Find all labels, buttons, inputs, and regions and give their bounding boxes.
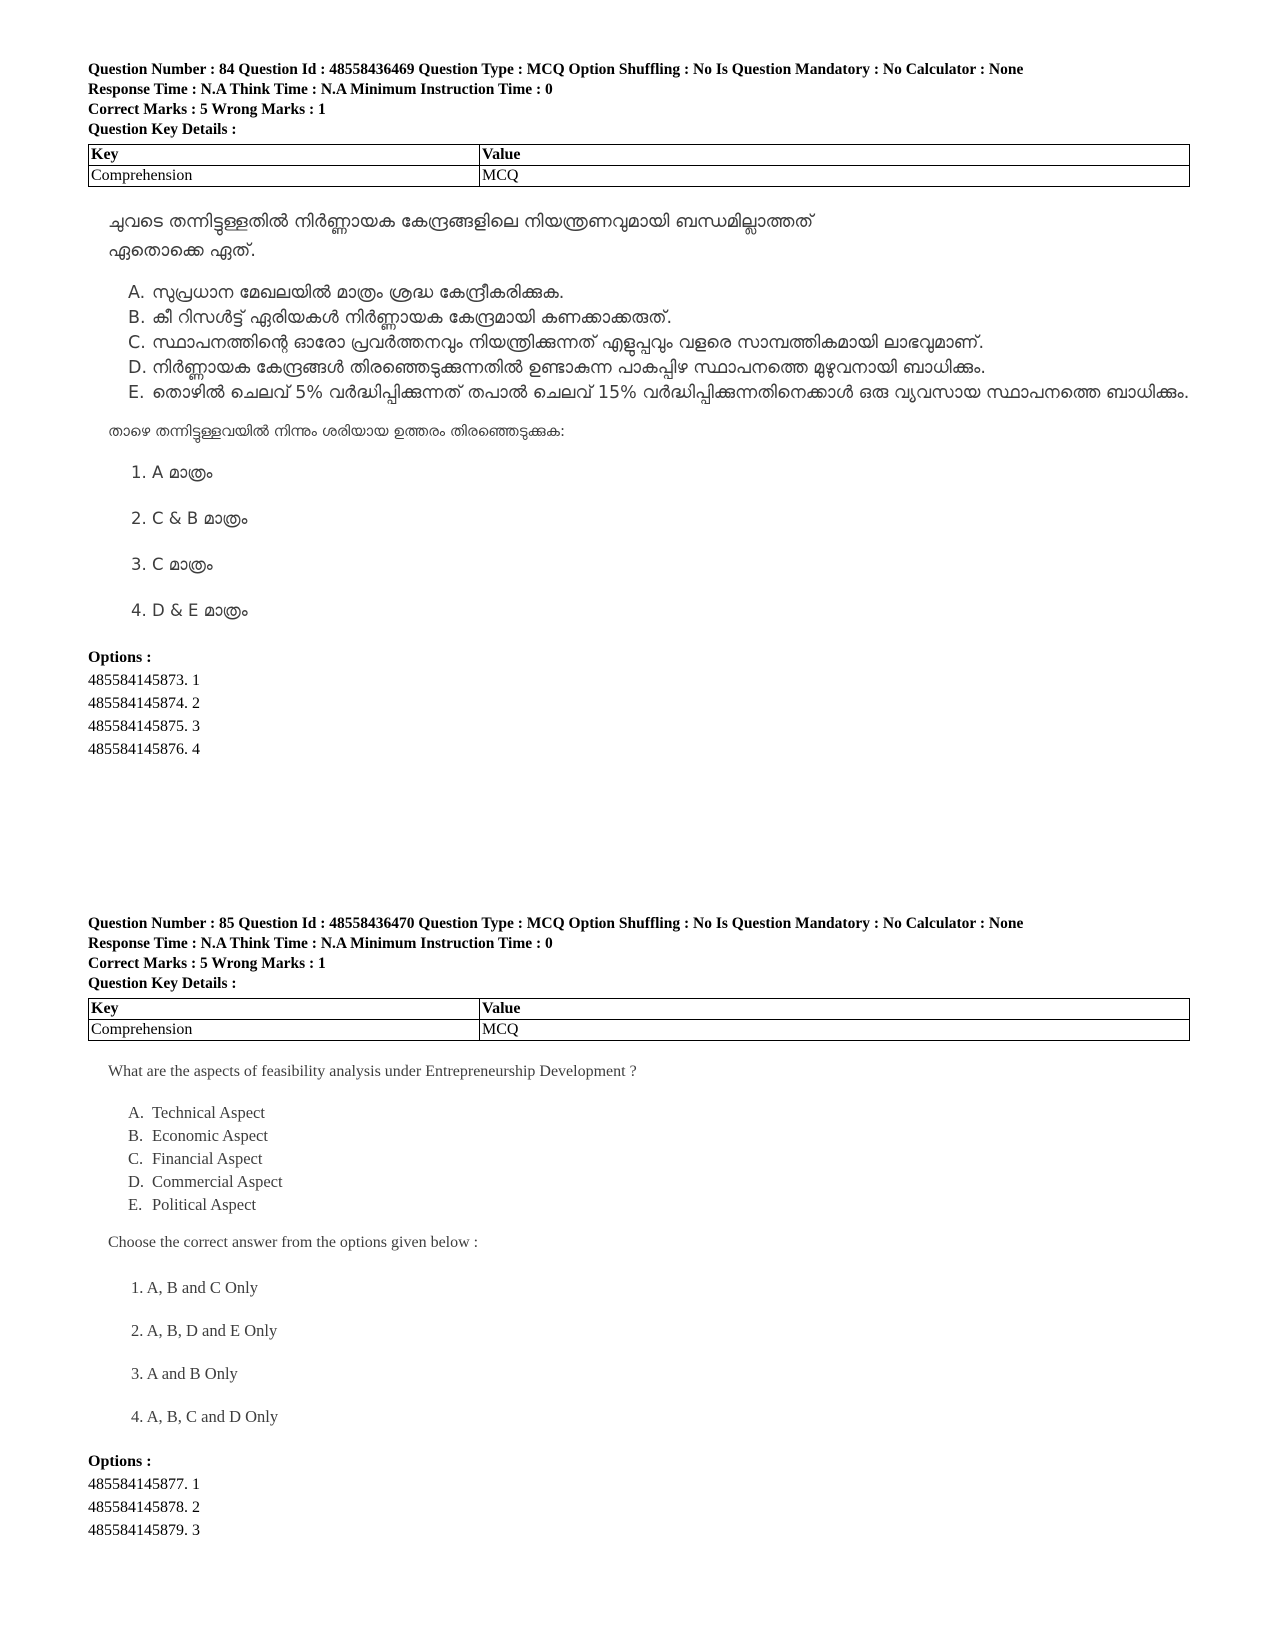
table-cell: MCQ <box>480 1020 1190 1041</box>
answer-option: 2. A, B, D and E Only <box>131 1321 278 1340</box>
statement-letter: B. <box>128 308 146 328</box>
statement-item <box>128 356 1190 381</box>
statement-item <box>128 281 1190 306</box>
key-details-table <box>88 144 1190 187</box>
option-id: 485584145879. 3 <box>88 1522 200 1539</box>
table-header-row <box>89 999 1190 1020</box>
statement-text: തൊഴിൽ ചെലവ് 5% വർദ്ധിപ്പിക്കുന്നത് തപാൽ ചെലവ് 15% വർദ്ധിപ്പിക്കുന്നതിനെക്കാൾ ഒരു വ്യവസായ സ്ഥാപനത്തെ ബാധിക്കും. <box>152 383 1190 403</box>
statement-item <box>128 381 1190 406</box>
question-body <box>108 207 1190 634</box>
option-id: 485584145875. 3 <box>88 718 200 735</box>
statement-item <box>128 306 1190 331</box>
statement-text: നിർണ്ണായക കേന്ദ്രങ്ങൾ തിരഞ്ഞെടുക്കുന്നതിൽ ഉണ്ടാകുന്ന പാകപ്പിഴ സ്ഥാപനത്തെ മുഴുവനായി ബാധിക്കും. <box>152 358 986 378</box>
table-row <box>89 1020 1190 1041</box>
statement-item <box>128 331 1190 356</box>
answer-option: 4. A, B, C and D Only <box>131 1407 279 1426</box>
options-block <box>88 1450 1190 1542</box>
answer-option: 1. A മാത്രം <box>131 463 213 482</box>
table-row <box>89 166 1190 187</box>
options-label: Options : <box>88 1453 152 1470</box>
table-cell: Comprehension <box>89 166 480 187</box>
option-id: 485584145873. 1 <box>88 672 200 689</box>
question-body <box>108 1061 1190 1438</box>
options-block <box>88 646 1190 761</box>
statement-list <box>128 281 1190 406</box>
statement-text: Financial Aspect <box>152 1149 263 1168</box>
key-details-label: Question Key Details : <box>88 975 237 992</box>
statement-text: സ്ഥാപനത്തിന്റെ ഓരോ പ്രവർത്തനവും നിയന്ത്രിക്കുന്നത് എളുപ്പവും വളരെ സാമ്പത്തികമായി ലാഭവുമാണ്. <box>152 333 985 353</box>
question-marks: Correct Marks : 5 Wrong Marks : 1 <box>88 101 326 118</box>
options-label: Options : <box>88 649 152 666</box>
choose-instruction: Choose the correct answer from the options given below : <box>108 1234 479 1251</box>
statement-text: Commercial Aspect <box>152 1172 283 1191</box>
statement-text: കീ റിസൾട്ട് ഏരിയകൾ നിർണ്ണായക കേന്ദ്രമായി കണക്കാക്കരുത്. <box>152 308 673 328</box>
answer-option: 1. A, B and C Only <box>131 1278 258 1297</box>
question-meta-line: Response Time : N.A Think Time : N.A Minimum Instruction Time : 0 <box>88 935 553 952</box>
option-id: 485584145878. 2 <box>88 1499 200 1516</box>
question-meta-line: Question Number : 85 Question Id : 48558436470 Question Type : MCQ Option Shuffling : No Is Question Mandatory : No Calculator : None <box>88 915 1024 932</box>
question-marks: Correct Marks : 5 Wrong Marks : 1 <box>88 955 326 972</box>
table-cell: MCQ <box>480 166 1190 187</box>
option-id: 485584145874. 2 <box>88 695 200 712</box>
option-id: 485584145877. 1 <box>88 1476 200 1493</box>
statement-letter: C. <box>128 333 146 353</box>
statement-item <box>128 1147 1190 1170</box>
table-header-row <box>89 145 1190 166</box>
answer-option: 3. C മാത്രം <box>131 555 213 574</box>
statement-letter: A. <box>128 1103 145 1122</box>
statement-text: Political Aspect <box>152 1195 257 1214</box>
statement-text: സുപ്രധാന മേഖലയിൽ മാത്രം ശ്രദ്ധ കേന്ദ്രീകരിക്കുക. <box>152 283 565 303</box>
question-84 <box>88 60 1190 761</box>
key-details-table <box>88 998 1190 1041</box>
key-details-label: Question Key Details : <box>88 121 237 138</box>
answer-option: 4. D & E മാത്രം <box>131 601 248 620</box>
statement-item <box>128 1101 1190 1124</box>
table-header-cell: Key <box>89 999 480 1020</box>
table-header-cell: Key <box>89 145 480 166</box>
statement-list <box>128 1101 1190 1216</box>
statement-letter: C. <box>128 1149 144 1168</box>
question-meta-line: Response Time : N.A Think Time : N.A Minimum Instruction Time : 0 <box>88 81 553 98</box>
statement-item <box>128 1124 1190 1147</box>
table-cell: Comprehension <box>89 1020 480 1041</box>
question-meta-line: Question Number : 84 Question Id : 48558436469 Question Type : MCQ Option Shuffling : No Is Question Mandatory : No Calculator : None <box>88 61 1024 78</box>
answer-option-list <box>131 1266 1190 1438</box>
statement-text: Economic Aspect <box>152 1126 268 1145</box>
statement-letter: E. <box>128 383 145 403</box>
question-header <box>88 60 1190 140</box>
statement-letter: E. <box>128 1195 143 1214</box>
answer-option: 3. A and B Only <box>131 1364 238 1383</box>
question-stem: What are the aspects of feasibility analysis under Entrepreneurship Development ? <box>108 1063 637 1080</box>
question-85 <box>88 914 1190 1542</box>
answer-option: 2. C & B മാത്രം <box>131 509 248 528</box>
statement-item <box>128 1170 1190 1193</box>
question-stem: ചുവടെ തന്നിട്ടുള്ളതിൽ നിർണ്ണായക കേന്ദ്രങ്ങളിലെ നിയന്ത്രണവുമായി ബന്ധമില്ലാത്തത് ഏതൊക്കെ ഏത്. <box>108 211 814 261</box>
answer-option-list <box>131 450 1190 634</box>
option-id: 485584145876. 4 <box>88 741 200 758</box>
statement-letter: D. <box>128 358 148 378</box>
statement-letter: D. <box>128 1172 145 1191</box>
statement-text: Technical Aspect <box>152 1103 265 1122</box>
statement-item <box>128 1193 1190 1216</box>
table-header-cell: Value <box>480 999 1190 1020</box>
statement-letter: B. <box>128 1126 144 1145</box>
statement-letter: A. <box>128 283 146 303</box>
table-header-cell: Value <box>480 145 1190 166</box>
question-header <box>88 914 1190 994</box>
choose-instruction: താഴെ തന്നിട്ടുള്ളവയിൽ നിന്നും ശരിയായ ഉത്തരം തിരഞ്ഞെടുക്കുക: <box>108 422 566 440</box>
